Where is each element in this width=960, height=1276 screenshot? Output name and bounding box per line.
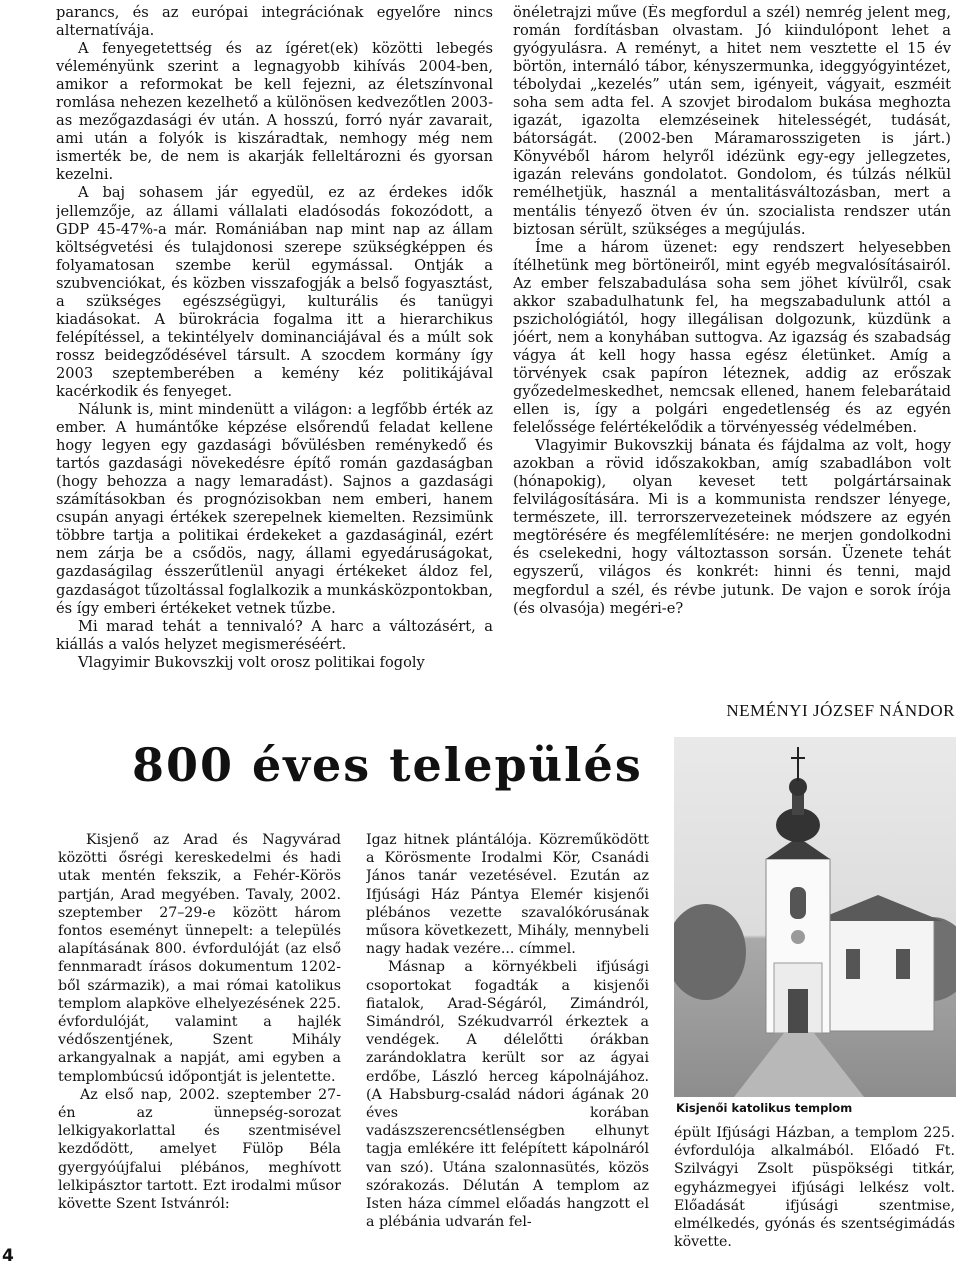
paragraph: parancs, és az európai integrációnak egyelőre nincs alternatívája. bbox=[56, 4, 493, 40]
article2-column-1 bbox=[58, 831, 341, 1271]
article2-column-3 bbox=[674, 1124, 955, 1269]
paragraph: Igaz hitnek plántálója. Közreműködött a Körösmente Irodalmi Kör, Csanádi János tanár vezetésével. Ezután az Ifjúsági Ház Pántya Elemér kisjenői plébános vezette szavalókórusának műsora következett, Mihály, mennybeli nagy hadak vezére... címmel. bbox=[366, 832, 649, 958]
article1-column-right bbox=[513, 4, 951, 686]
paragraph: A fenyegetettség és az ígéret(ek) közötti lebegés véleményünk szerint a legnagyobb kihívás 2004-ben, amikor a reformokat be kell fejezni, az életszínvonal romlása nehezen kezelhető a különösen kedvezőtlen 2003-as mezőgazdasági év után. A hosszú, forró nyár zavarait, ami után a folyók is kiszáradtak, nemhogy még nem ismerték be, de nem is akarják felleltározni és gyorsan kezelni. bbox=[56, 40, 493, 184]
paragraph: Íme a három üzenet: egy rendszert helyesebben ítélhetünk meg börtöneiről, mint egyéb megvalósításairól. Az ember felszabadulása soha sem jöhet kívülről, csak akkor szabadulhatunk fel, ha megszabadulunk attól a pszichológiától, hogy illegálisan dolgozunk, küzdünk a jóért, nem a konyhában suttogva. Az igazság és szabadság vágya át kell hogy hassa egész életünket. Amíg a törvények csak papíron léteznek, addig az erőszak győzedelmeskedhet, nemcsak ellened, hanem felebarátaid ellen is, így a polgári engedetlenség és az egyén felelőssége felértékelődik a törvényesség védelmében. bbox=[513, 238, 951, 437]
paragraph: A baj sohasem jár egyedül, ez az érdekes idők jellemzője, az állami vállalati eladósodás fokozódott, a GDP 45-47%-a már. Romániában nap mint nap az állam költségvetési és tulajdonosi szerepe szükségképpen és folyamatosan szembe kerül egymással. Ontják a szubvenciókat, és közben visszafogják a belső fogyasztást, a szükséges egészségügyi, kulturális és tanügyi kiadásokat. A bürokrácia fogalma itt a hierarchikus felépítéssel, a tekintélyelv dominanciájával és a múlt sok rossz beidegződésével társult. A szocdem kormány így 2003 szeptemberében a kemény kéz politikájával kacérkodik és fenyeget. bbox=[56, 184, 493, 400]
paragraph: Az első nap, 2002. szeptember 27-én az ünnepség-sorozat lelkigyakorlattal és szentmisével kezdődött, amelyet Fülöp Béla gyergyóújfalui plébános, meghívott lelkipásztor tartott. Ezt irodalmi műsor követte Szent Istvánról: bbox=[58, 1086, 341, 1213]
paragraph: Másnap a környékbeli ifjúsági csoportokat fogadták a kisjenői fiatalok, Arad-Ségáról, Zimándról, Simándról, Székudvarról érkeztek a vendégek. A délelőtti órákban zarándoklatra került sor az ágyai erdőbe, László herceg kápolnájához. (A Habsburg-család nádori ágának 20 éves korában vadászszerencsétlenségben elhunyt tagja emlékére itt felépített kápolnáról van szó). Utána szalonnasütés, közös szórakozás. Délután A templom az Isten háza címmel előadás hangzott el a plébánia udvarán fel- bbox=[366, 959, 649, 1231]
paragraph: önéletrajzi műve (És megfordul a szél) nemrég jelent meg, román fordításban olvastam. Jó kiindulópont lehet a gyógyulásra. A reményt, a hitet nem vesztette el 15 év börtön, internáló tábor, kényszermunka, ideggyógyintézet, tébolydai „kezelés” után sem, igényeit, vágyait, eszméit soha sem adta fel. A szovjet birodalom bukása meghozta igazát, igazolta elemzéseinek hitelességét, tudását, bátorságát. (2002-ben Máramarosszigeten is járt.) Könyvéből három helyről idézünk egy-egy jellegzetes, igazán releváns gondolatot. Gondolom, és túlzás nélkül remélhetjük, használ a mentalitásváltozásban, mert a mentális tényező ötven év ún. szocialista rendszer után biztosan sérült, szükséges a megújulás. bbox=[513, 4, 951, 238]
paragraph: Kisjenő az Arad és Nagyvárad közötti ősrégi kereskedelmi és hadi utak mentén fekszik, a Fehér-Körös partján, Arad megyében. Tavaly, 2002. szeptember 27–29-e között három fontos eseményt ünnepelt: a település alapításának 800. évfordulóját (az első fennmaradt írásos dokumentum 1202-ből származik), a mai római katolikus templom alapköve elhelyezésének 225. évfordulóját, valamint a hajlék védőszentjének, Szent Mihály arkangyalnak a napját, ami egyben a templombúcsú időpontját is jelentette. bbox=[58, 832, 341, 1085]
photo-caption: Kisjenői katolikus templom bbox=[676, 1101, 853, 1115]
article2-column-2 bbox=[366, 831, 649, 1271]
paragraph: Vlagyimir Bukovszkij volt orosz politikai fogoly bbox=[78, 653, 425, 671]
article-headline: 800 éves település bbox=[132, 738, 643, 792]
page-number: 4 bbox=[2, 1246, 14, 1266]
author-byline: NEMÉNYI JÓZSEF NÁNDOR bbox=[726, 701, 955, 720]
paragraph: Mi marad tehát a tennivaló? A harc a változásért, a kiállás a valós helyzet megismeréséért. bbox=[56, 617, 493, 653]
article1-column-left bbox=[56, 4, 493, 724]
church-photo bbox=[674, 737, 956, 1097]
paragraph: Nálunk is, mint mindenütt a világon: a legfőbb érték az ember. A humántőke képzése elsőrendű feladat kellene hogy legyen egy gazdasági bővülésben reménykedő és tartós gazdasági növekedésre építő román gazdaságban (hogy behozza a nagy lemaradást). Sajnos a gazdasági számításokban és prognózisokban nem emberi, hanem csupán anyagi értékek szerepelnek kiemelten. Rezsimünk többre tartja a politikai érdekeket a gazdaságinál, ezért nem zárja be a csődös, nagy, állami egyedáruságokat, gazdaságilag ésszerűtlenül anyagi értékeket áldoz fel, gazdaságot tűzoltással foglalkozik a munkásközpontokban, és így emberi értékeket vetnek tűzbe. bbox=[56, 401, 493, 617]
church-illustration bbox=[674, 737, 956, 1097]
paragraph: Vlagyimir Bukovszkij bánata és fájdalma az volt, hogy azokban a rövid időszakokban, amíg szabadlábon volt (hónapokig), olyan keveset tett polgártársainak felvilágosítására. Mi is a kommunista rendszer lényege, természete, ill. terrorszervezeteinek módszere az egyén megtörésére és megfélemlítésére: ne merjen gondolkodni és cselekedni, hogy változtasson sorsán. Üzenete tehát egyszerű, világos és konkrét: hinni és tenni, majd megfordul a szél, és révbe jutunk. De vajon e sorok írója (és olvasója) megéri-e? bbox=[513, 437, 951, 617]
paragraph: épült Ifjúsági Házban, a templom 225. évfordulója alkalmából. Előadó Ft. Szilvágyi Zsolt püspökségi titkár, egyházmegyei ifjúsági lelkész volt. Előadását ifjúsági szentmise, elmélkedés, gyónás és szentségimádás követte. bbox=[674, 1125, 955, 1251]
